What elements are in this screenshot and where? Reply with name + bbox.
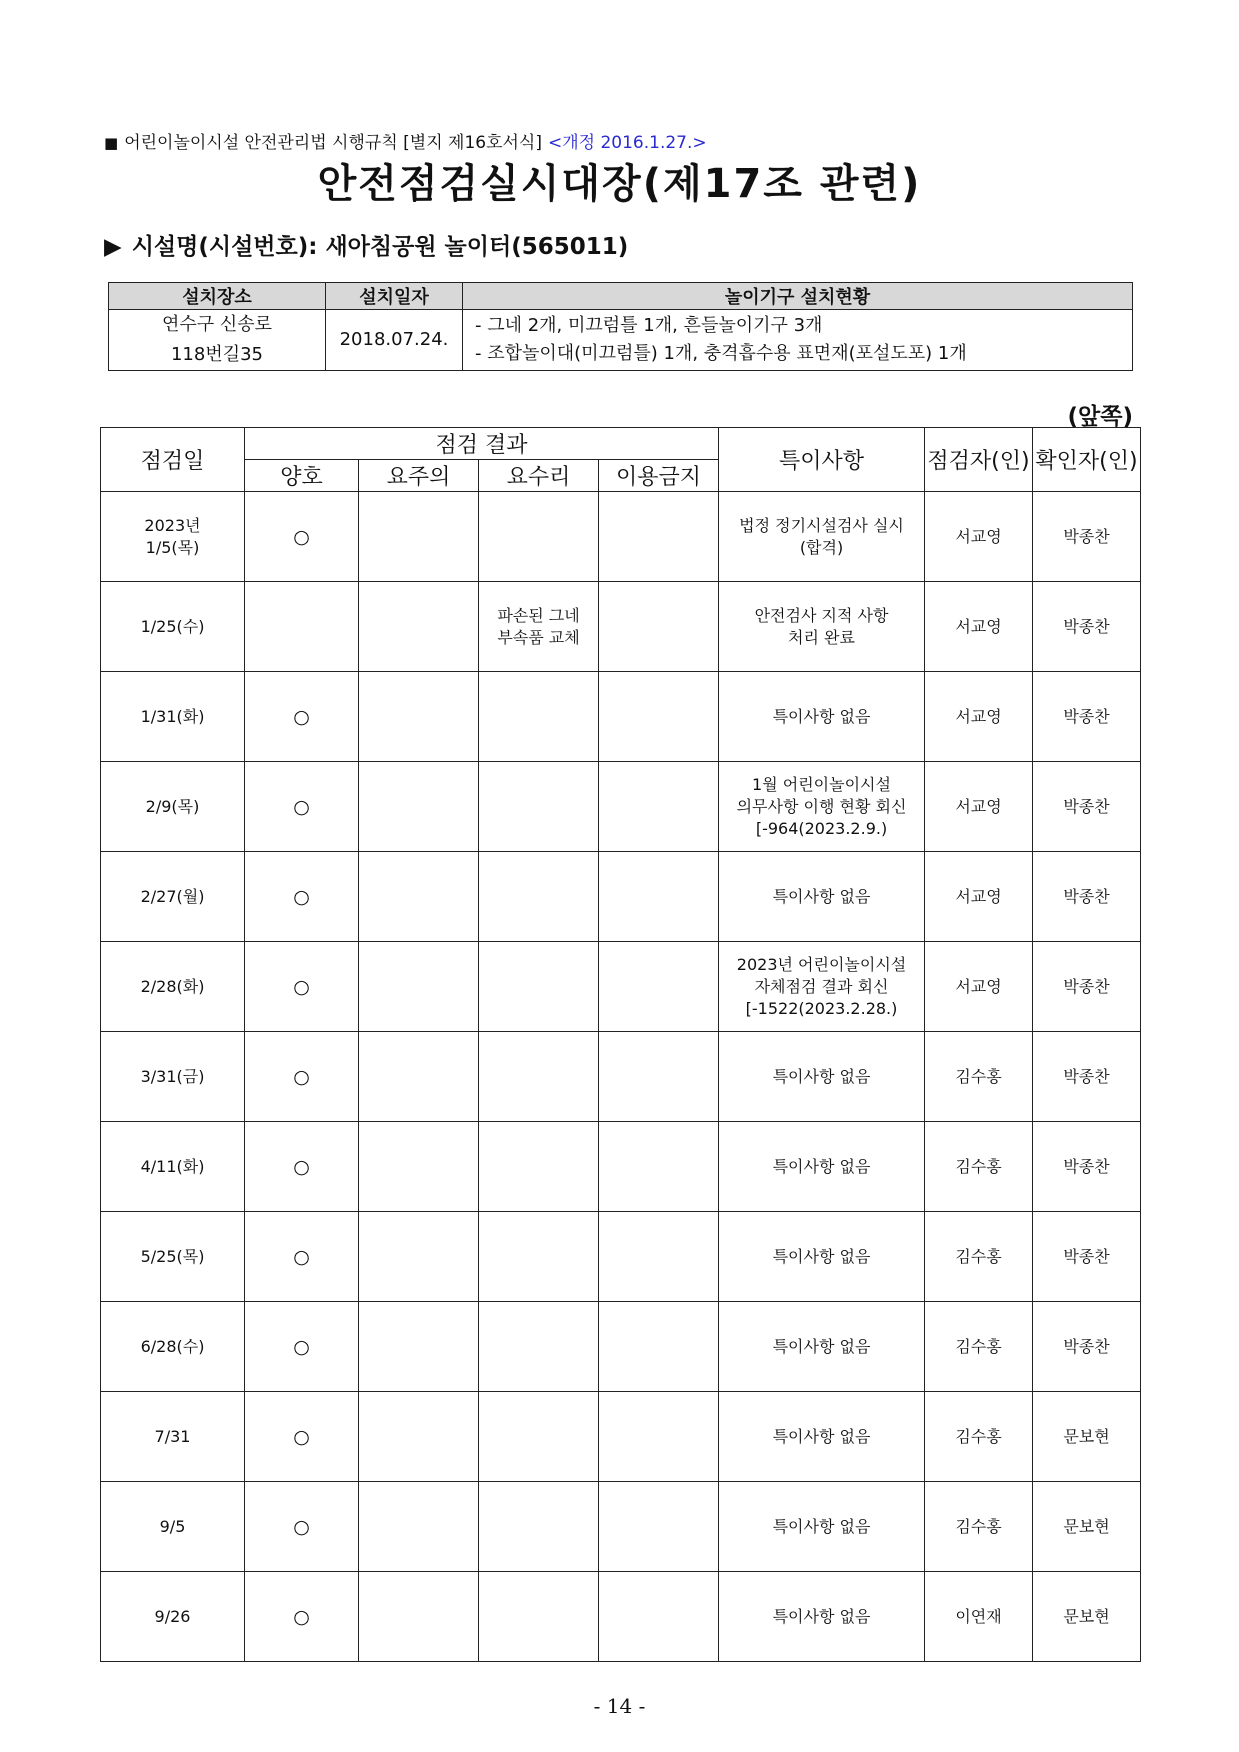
result-good-cell: ○ (245, 1212, 359, 1302)
remarks-cell: 2023년 어린이놀이시설 자체점검 결과 회신 [-1522(2023.2.28.) (719, 942, 925, 1032)
confirmer-cell: 박종찬 (1033, 762, 1141, 852)
table-row (101, 942, 1141, 1032)
result-good-cell: ○ (245, 492, 359, 582)
confirmer-cell: 박종찬 (1033, 492, 1141, 582)
remarks-cell: 특이사항 없음 (719, 1212, 925, 1302)
result-repair-cell (479, 1302, 599, 1392)
result-good-cell (245, 582, 359, 672)
remarks-cell: 특이사항 없음 (719, 1122, 925, 1212)
result-repair-cell: 파손된 그네 부속품 교체 (479, 582, 599, 672)
triangle-bullet-icon: ▶ (104, 234, 122, 260)
result-good-cell: ○ (245, 1302, 359, 1392)
table-row (101, 1212, 1141, 1302)
inspector-cell: 서교영 (925, 852, 1033, 942)
inspection-log-table (100, 427, 1141, 1662)
result-caution-cell (359, 1302, 479, 1392)
inspector-cell: 서교영 (925, 492, 1033, 582)
installation-info-table (108, 282, 1133, 371)
result-repair-cell (479, 1572, 599, 1662)
result-good-cell: ○ (245, 762, 359, 852)
inspector-cell: 서교영 (925, 582, 1033, 672)
result-good-cell: ○ (245, 1032, 359, 1122)
result-banned-cell (599, 1032, 719, 1122)
header-inspector: 점검자(인) (925, 428, 1033, 492)
result-repair-cell (479, 942, 599, 1032)
inspector-cell: 서교영 (925, 672, 1033, 762)
rule-reference-text: 어린이놀이시설 안전관리법 시행규칙 [별지 제16호서식] (124, 133, 542, 153)
result-good-cell: ○ (245, 852, 359, 942)
date-cell: 4/11(화) (101, 1122, 245, 1212)
result-banned-cell (599, 1392, 719, 1482)
confirmer-cell: 박종찬 (1033, 1212, 1141, 1302)
remarks-cell: 특이사항 없음 (719, 852, 925, 942)
inspector-cell: 김수홍 (925, 1302, 1033, 1392)
date-cell: 1/31(화) (101, 672, 245, 762)
result-repair-cell (479, 1032, 599, 1122)
date-cell: 1/25(수) (101, 582, 245, 672)
table-row (101, 1032, 1141, 1122)
result-banned-cell (599, 492, 719, 582)
header-remarks: 특이사항 (719, 428, 925, 492)
result-banned-cell (599, 852, 719, 942)
header-repair: 요수리 (479, 460, 599, 492)
result-repair-cell (479, 492, 599, 582)
result-banned-cell (599, 1482, 719, 1572)
result-caution-cell (359, 1482, 479, 1572)
table-row (101, 762, 1141, 852)
square-bullet-icon: ■ (104, 134, 119, 152)
confirmer-cell: 박종찬 (1033, 1032, 1141, 1122)
page-number: - 14 - (593, 1694, 646, 1718)
result-caution-cell (359, 942, 479, 1032)
confirmer-cell: 박종찬 (1033, 672, 1141, 762)
inspector-cell: 서교영 (925, 942, 1033, 1032)
result-banned-cell (599, 1122, 719, 1212)
table-row (101, 1572, 1141, 1662)
result-banned-cell (599, 942, 719, 1032)
inspector-cell: 김수홍 (925, 1392, 1033, 1482)
result-caution-cell (359, 1212, 479, 1302)
header-confirmer: 확인자(인) (1033, 428, 1141, 492)
table-row (101, 492, 1141, 582)
date-cell: 6/28(수) (101, 1302, 245, 1392)
remarks-cell: 안전검사 지적 사항 처리 완료 (719, 582, 925, 672)
confirmer-cell: 박종찬 (1033, 1122, 1141, 1212)
table-row (101, 852, 1141, 942)
facility-name: 시설명(시설번호): 새아침공원 놀이터(565011) (131, 234, 629, 260)
install-date: 2018.07.24. (326, 310, 463, 371)
remarks-cell: 1월 어린이놀이시설 의무사항 이행 현황 회신 [-964(2023.2.9.) (719, 762, 925, 852)
result-caution-cell (359, 1122, 479, 1212)
result-good-cell: ○ (245, 1482, 359, 1572)
result-caution-cell (359, 672, 479, 762)
form-reference (104, 128, 707, 153)
result-repair-cell (479, 1392, 599, 1482)
remarks-cell: 특이사항 없음 (719, 1302, 925, 1392)
remarks-cell: 특이사항 없음 (719, 1482, 925, 1572)
table-row (101, 1392, 1141, 1482)
table-row (101, 582, 1141, 672)
confirmer-cell: 문보현 (1033, 1392, 1141, 1482)
header-install-date: 설치일자 (326, 283, 463, 310)
header-location: 설치장소 (109, 283, 326, 310)
result-good-cell: ○ (245, 1122, 359, 1212)
table-row (101, 1122, 1141, 1212)
result-banned-cell (599, 672, 719, 762)
inspector-cell: 이연재 (925, 1572, 1033, 1662)
result-caution-cell (359, 852, 479, 942)
date-cell: 2/28(화) (101, 942, 245, 1032)
result-caution-cell (359, 1572, 479, 1662)
date-cell: 3/31(금) (101, 1032, 245, 1122)
result-repair-cell (479, 1482, 599, 1572)
result-caution-cell (359, 492, 479, 582)
result-caution-cell (359, 582, 479, 672)
remarks-cell: 특이사항 없음 (719, 1032, 925, 1122)
result-caution-cell (359, 1392, 479, 1482)
date-cell: 7/31 (101, 1392, 245, 1482)
result-caution-cell (359, 1032, 479, 1122)
remarks-cell: 특이사항 없음 (719, 1572, 925, 1662)
remarks-cell: 법정 정기시설검사 실시 (합격) (719, 492, 925, 582)
amendment-date: <개정 2016.1.27.> (547, 133, 707, 153)
result-banned-cell (599, 1572, 719, 1662)
result-good-cell: ○ (245, 942, 359, 1032)
confirmer-cell: 박종찬 (1033, 582, 1141, 672)
date-cell: 9/26 (101, 1572, 245, 1662)
equipment-list: - 그네 2개, 미끄럼틀 1개, 흔들놀이기구 3개 - 조합놀이대(미끄럼틀) 1개, 충격흡수용 표면재(포설도포) 1개 (463, 310, 1133, 371)
confirmer-cell: 문보현 (1033, 1572, 1141, 1662)
date-cell: 9/5 (101, 1482, 245, 1572)
remarks-cell: 특이사항 없음 (719, 1392, 925, 1482)
table-row (101, 1302, 1141, 1392)
result-good-cell: ○ (245, 672, 359, 762)
result-banned-cell (599, 582, 719, 672)
inspector-cell: 김수홍 (925, 1122, 1033, 1212)
result-good-cell: ○ (245, 1392, 359, 1482)
header-good: 양호 (245, 460, 359, 492)
confirmer-cell: 박종찬 (1033, 942, 1141, 1032)
install-location: 연수구 신송로 118번길35 (109, 310, 326, 371)
inspector-cell: 김수홍 (925, 1212, 1033, 1302)
date-cell: 2/27(월) (101, 852, 245, 942)
confirmer-cell: 박종찬 (1033, 852, 1141, 942)
result-banned-cell (599, 762, 719, 852)
date-cell: 2/9(목) (101, 762, 245, 852)
result-repair-cell (479, 1122, 599, 1212)
result-repair-cell (479, 672, 599, 762)
header-equipment: 놀이기구 설치현황 (463, 283, 1133, 310)
confirmer-cell: 문보현 (1033, 1482, 1141, 1572)
result-good-cell: ○ (245, 1572, 359, 1662)
header-caution: 요주의 (359, 460, 479, 492)
result-repair-cell (479, 852, 599, 942)
confirmer-cell: 박종찬 (1033, 1302, 1141, 1392)
facility-line (104, 228, 628, 261)
result-repair-cell (479, 1212, 599, 1302)
result-repair-cell (479, 762, 599, 852)
page-side-label: (앞쪽) (1067, 404, 1133, 430)
document-title: 안전점검실시대장(제17조 관련) (317, 161, 922, 207)
table-row (101, 1482, 1141, 1572)
inspector-cell: 김수홍 (925, 1032, 1033, 1122)
result-banned-cell (599, 1212, 719, 1302)
result-banned-cell (599, 1302, 719, 1392)
table-row (101, 672, 1141, 762)
header-banned: 이용금지 (599, 460, 719, 492)
header-date: 점검일 (101, 428, 245, 492)
date-cell: 5/25(목) (101, 1212, 245, 1302)
inspector-cell: 서교영 (925, 762, 1033, 852)
date-cell: 2023년 1/5(목) (101, 492, 245, 582)
inspector-cell: 김수홍 (925, 1482, 1033, 1572)
header-result-group: 점검 결과 (245, 428, 719, 460)
result-caution-cell (359, 762, 479, 852)
remarks-cell: 특이사항 없음 (719, 672, 925, 762)
